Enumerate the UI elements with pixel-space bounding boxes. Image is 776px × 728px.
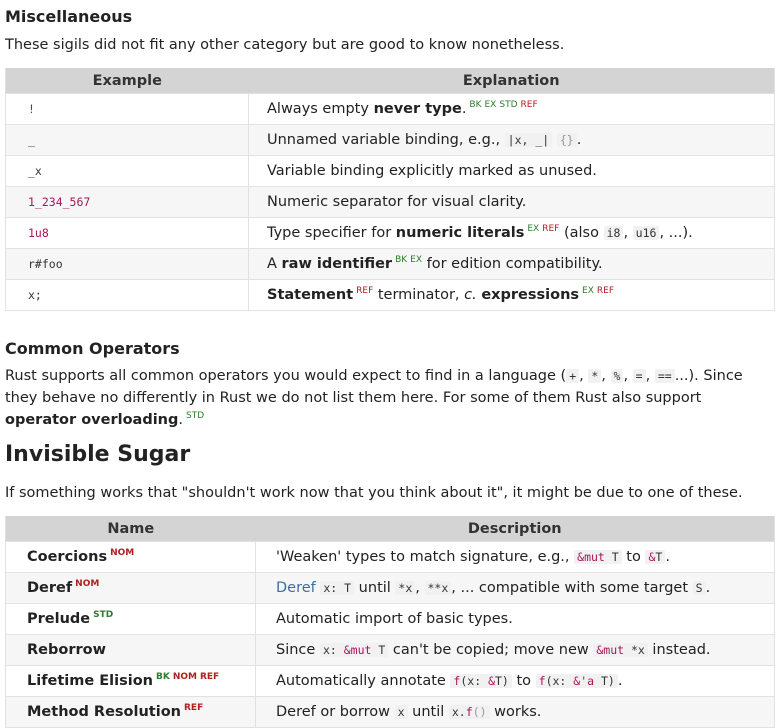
table-row: Coercions $^{NOM}$ 'Weaken' types to match signature, e.g., &mut T to &T . <box>6 542 775 573</box>
table-row <box>6 187 775 218</box>
text: c. <box>464 287 477 303</box>
inline-code: i8 <box>604 226 624 240</box>
example-code: 1u8 <box>28 226 49 240</box>
ops-description: Rust supports all common operators you would expect to find in a language ( + , * , % , = , == ...). Since they behave no differently in Rust we do not list them here. For some of them Rust also support operator overloading. $^{STD}$ <box>5 368 743 428</box>
text: for edition compatibility. <box>422 256 603 272</box>
table-row <box>6 94 775 125</box>
example-code: _x <box>28 164 42 178</box>
col-name: Name <box>6 516 256 542</box>
row-name: Coercions <box>27 549 108 565</box>
text: Unnamed variable binding, e.g., <box>267 132 505 148</box>
text: A <box>267 256 282 272</box>
deref-link[interactable]: Deref <box>276 580 316 596</box>
text: Variable binding explicitly marked as unused. <box>267 163 597 179</box>
numeric-literals-link[interactable]: numeric literals <box>395 225 525 241</box>
ref-tags[interactable]: BK EX <box>395 255 422 266</box>
row-name: Reborrow <box>27 642 106 658</box>
raw-identifier-link[interactable]: raw identifier <box>281 256 393 272</box>
text: terminator, <box>373 287 465 303</box>
text: Type specifier for <box>267 225 396 241</box>
ref-tags[interactable]: NOM <box>110 548 135 559</box>
text: Always empty <box>267 101 374 117</box>
ref-tags[interactable]: STD <box>185 411 205 422</box>
table-row <box>6 156 775 187</box>
table-row <box>6 280 775 311</box>
table-row <box>6 249 775 280</box>
never-type-link[interactable]: never type <box>373 101 462 117</box>
expressions-link[interactable]: expressions <box>481 287 580 303</box>
misc-description: These sigils did not fit any other category but are good to know nonetheless. <box>5 37 565 53</box>
table-row: Prelude $^{STD}$ Automatic import of basic types. <box>6 604 775 635</box>
sugar-description: If something works that "shouldn't work now that you think about it", it might be due to one of these. <box>5 485 743 501</box>
misc-title: Miscellaneous <box>5 7 133 26</box>
table-row: Method Resolution $^{REF}$ Deref or borrow x until x.f() works. <box>6 697 775 728</box>
misc-table <box>5 68 775 311</box>
text: . <box>461 101 467 117</box>
row-name: Deref <box>27 580 73 596</box>
example-code: _ <box>28 133 35 147</box>
ref-tags[interactable]: NOM <box>75 579 100 590</box>
row-name: Prelude <box>27 611 91 627</box>
ops-title: Common Operators <box>5 339 180 358</box>
row-name: Method Resolution <box>27 704 181 720</box>
inline-code: |x, _| <box>505 133 553 147</box>
table-row <box>6 125 775 156</box>
ref-tags[interactable]: BK EX STD REF <box>469 100 538 111</box>
ref-tags[interactable]: EX REF <box>582 286 615 297</box>
text: (also <box>559 225 604 241</box>
inline-code: u16 <box>633 226 660 240</box>
ref-tags[interactable]: REF <box>356 286 374 297</box>
table-row: Lifetime Elision $^{BK NOM REF}$ Automatically annotate f(x: &T) to f(x: &'a T) . <box>6 666 775 697</box>
ref-tags[interactable]: STD <box>93 610 114 621</box>
col-example: Example <box>6 68 249 94</box>
text: . <box>576 132 582 148</box>
table-row: Deref $^{NOM}$ Deref x: T until *x , **x , ... compatible with some target S . <box>6 573 775 604</box>
ref-tags[interactable]: REF <box>183 703 204 714</box>
sugar-table <box>5 516 775 728</box>
table-row: 1u8 Type specifier for numeric literals $^{EX REF}$ (also i8 , u16 , ...). <box>6 218 775 249</box>
example-code: ! <box>28 102 35 116</box>
row-name: Lifetime Elision <box>27 673 153 689</box>
example-code: r#foo <box>28 257 63 271</box>
statement-link[interactable]: Statement <box>267 287 354 303</box>
text: Numeric separator for visual clarity. <box>267 194 527 210</box>
sugar-title: Invisible Sugar <box>5 442 191 467</box>
inline-code: {} <box>557 133 577 147</box>
example-code: x; <box>28 288 42 302</box>
example-code: 1_234_567 <box>28 195 91 209</box>
col-description: Description <box>256 516 775 542</box>
operator-overloading-link[interactable]: operator overloading <box>5 412 179 428</box>
ref-tags[interactable]: BK NOM REF <box>155 672 220 683</box>
col-explanation: Explanation <box>249 68 775 94</box>
ref-tags[interactable]: EX REF <box>527 224 560 235</box>
text: , ...). <box>659 225 693 241</box>
table-row: Reborrow Since x: &mut T can't be copied; move new &mut *x instead. <box>6 635 775 666</box>
